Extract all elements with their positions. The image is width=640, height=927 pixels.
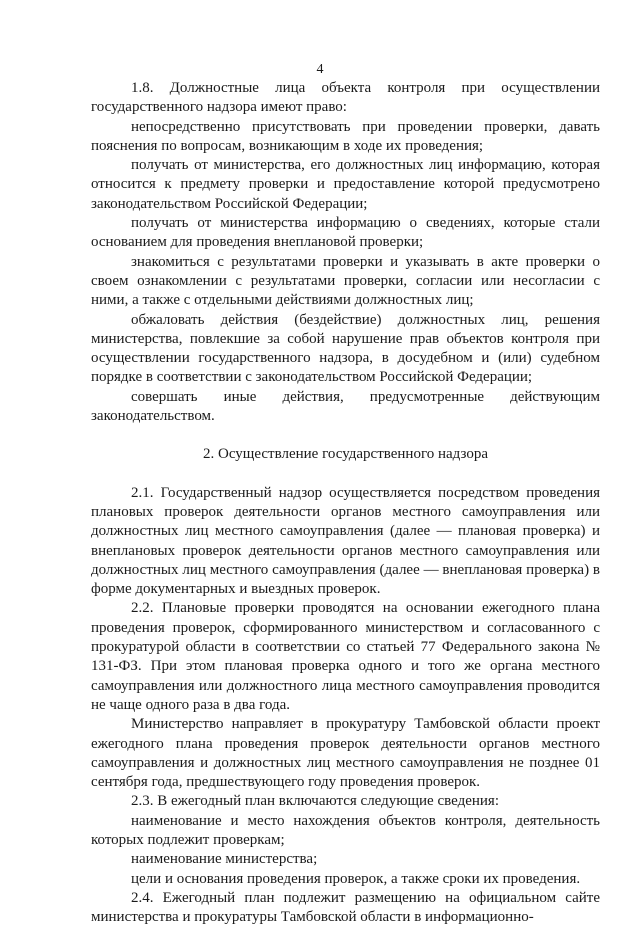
plan-item-objects: наименование и место нахождения объектов контроля, деятельность которых подлежит проверкам; [91,812,600,848]
plan-item-ministry: наименование министерства; [131,851,318,868]
right-item-information: получать от министерства, его должностных лиц информацию, которая относится к предмету проверки и предоставление которой предусмотрено законодательством Российской Федерации; [91,157,600,212]
paragraph-2-2: 2.2. Плановые проверки проводятся на основании ежегодного плана проведения проверок, сформированного министерством и согласованного с прокуратурой области в соответствии со статьей 77 Федерального закона № 131-ФЗ. При этом плановая проверка одного и того же органа местного самоуправления или должностного лица местного самоуправления проводится не чаще одного раза в два года. [91,600,600,713]
paragraph-2-1: 2.1. Государственный надзор осуществляется посредством проведения плановых проверок деятельности органов местного самоуправления или должностных лиц местного самоуправления (далее — плановая проверка) и внеплановых проверок деятельности органов местного самоуправления или должностных лиц местного самоуправления (далее — внеплановая проверка) в форме документарных и выездных проверок. [91,484,600,598]
page-number: 4 [316,62,324,77]
paragraph-1-8: 1.8. Должностные лица объекта контроля при осуществлении государственного надзора имеют право: [91,80,600,116]
right-item-unscheduled-info: получать от министерства информацию о сведениях, которые стали основанием для проведения внеплановой проверки; [91,215,600,251]
right-item-results: знакомиться с результатами проверки и указывать в акте проверки о своем ознакомлении с результатами проверки, согласии или несогласии с ними, а также с отдельными действиями должностных лиц; [91,253,600,309]
right-item-other: совершать иные действия, предусмотренные действующим законодательством. [91,388,600,425]
paragraph-2-3: 2.3. В ежегодный план включаются следующие сведения: [131,793,499,810]
paragraph-ministry-sends: Министерство направляет в прокуратуру Тамбовской области проект ежегодного плана проведения проверок деятельности органов местного самоуправления и должностных лиц местного самоуправления не позднее 01 сентября года, предшествующего году проведения проверок. [91,716,600,791]
section-heading: 2. Осуществление государственного надзора [203,446,488,463]
paragraph-2-4: 2.4. Ежегодный план подлежит размещению на официальном сайте министерства и прокуратуры Тамбовской области в информационно- [91,889,600,926]
right-item-presence: непосредственно присутствовать при проведении проверки, давать пояснения по вопросам, возникающим в ходе их проведения; [91,118,600,154]
document-body [91,79,600,927]
right-item-appeal: обжаловать действия (бездействие) должностных лиц, решения министерства, повлекшие за собой нарушение прав объектов контроля при осуществлении государственного надзора, в досудебном и (или) судебном порядке в соответствии с законодательством Российской Федерации; [91,311,600,386]
plan-item-goals: цели и основания проведения проверок, а также сроки их проведения. [131,870,581,887]
